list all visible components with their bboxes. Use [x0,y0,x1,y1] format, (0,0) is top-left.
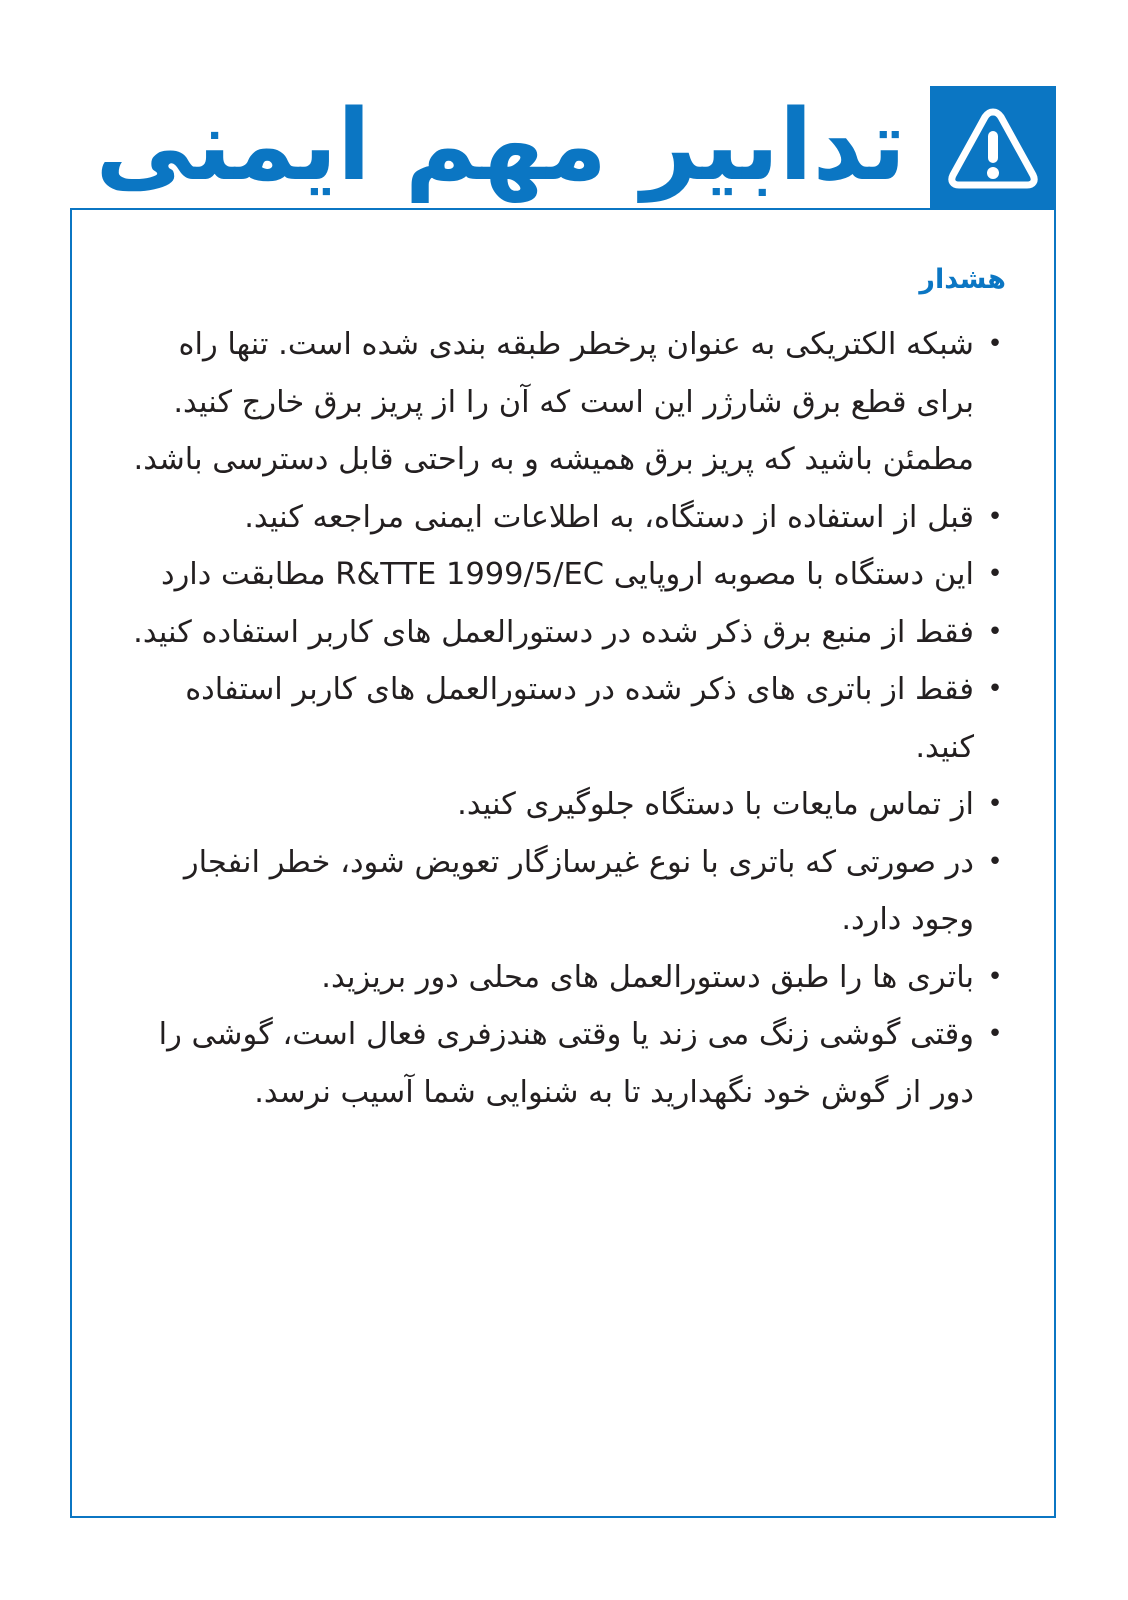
list-item [122,1006,1006,1121]
list-item [122,661,1006,776]
section-heading: هشدار [919,264,1006,295]
list-item-text: این دستگاه با مصوبه اروپایی R&TTE 1999/5/EC مطابقت دارد [161,557,974,592]
safety-panel [70,208,1056,1518]
bullet-icon: • [987,846,1003,877]
list-item [122,546,1006,604]
bullet-icon: • [987,559,1003,589]
safety-content [122,262,1006,1121]
list-item-text: وقتی گوشی زنگ می زند یا وقتی هندزفری فعال است، گوشی را دور از گوش خود نگهدارید تا به شنوایی شما آسیب نرسد. [158,1017,974,1110]
list-item-text: باتری ها را طبق دستورالعمل های محلی دور بریزید. [321,959,974,995]
bullet-icon: • [987,501,1003,532]
list-item [122,834,1006,949]
bullet-icon: • [987,961,1003,992]
list-item-text: در صورتی که باتری با نوع غیرسازگار تعویض شود، خطر انفجار وجود دارد. [183,844,974,937]
bullet-icon: • [987,674,1003,704]
bullet-icon: • [987,789,1003,819]
list-item [122,316,1006,489]
list-item-text: فقط از منبع برق ذکر شده در دستورالعمل های کاربر استفاده کنید. [133,614,974,650]
list-item [122,489,1006,547]
list-item [122,776,1006,834]
list-item-text: از تماس مایعات با دستگاه جلوگیری کنید. [457,787,974,822]
safety-list [122,316,1006,1121]
list-item-text: شبکه الکتریکی به عنوان پرخطر طبقه بندی شده است. تنها راه برای قطع برق شارژر این است که آن را از پریز برق خارج کنید. مطمئن باشید که پریز برق همیشه و به راحتی قابل دسترسی باشد. [133,327,974,477]
title-row [70,84,1056,210]
list-item-text: قبل از استفاده از دستگاه، به اطلاعات ایمنی مراجعه کنید. [244,499,974,535]
list-item [122,604,1006,662]
page-title: تدابیر مهم ایمنی [95,89,906,203]
warning-badge [930,86,1056,210]
bullet-icon: • [987,1019,1003,1049]
bullet-icon: • [987,616,1003,647]
warning-triangle-icon [945,105,1041,191]
list-item [122,949,1006,1007]
list-item-text: فقط از باتری های ذکر شده در دستورالعمل های کاربر استفاده کنید. [185,672,974,765]
bullet-icon: • [987,329,1003,359]
